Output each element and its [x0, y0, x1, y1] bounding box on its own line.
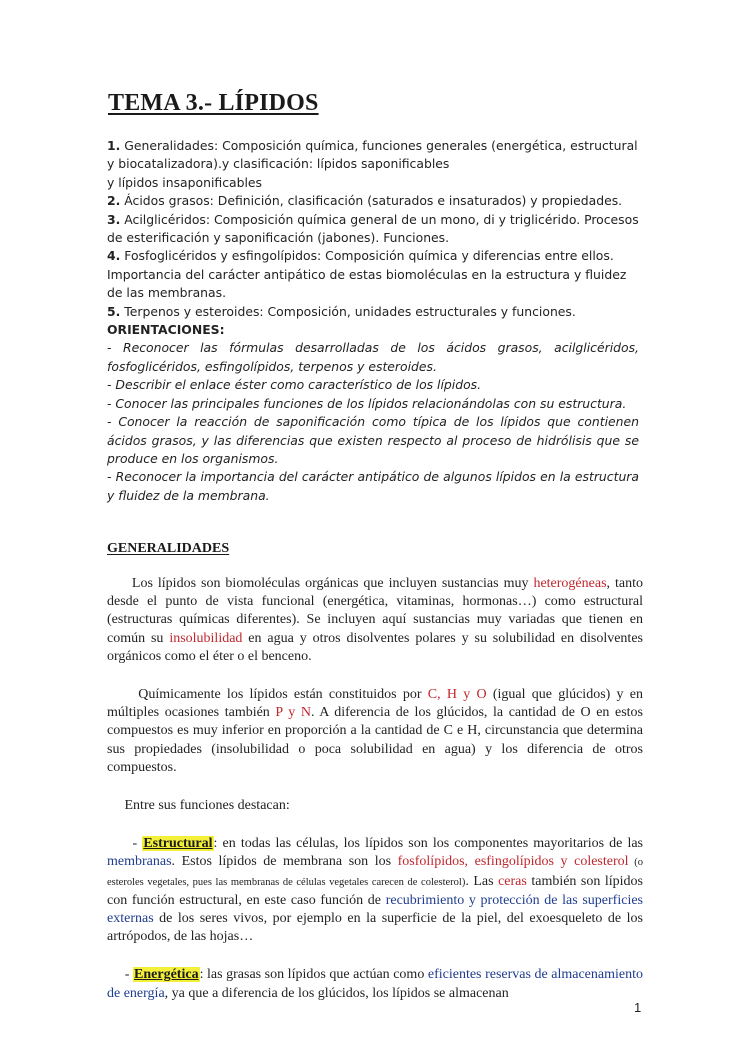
orientation-item: - Reconocer las fórmulas desarrolladas de los ácidos grasos, acilglicéridos, fosfoglicéridos, esfingolípidos, terpenos y esteroides.	[107, 340, 639, 374]
orientation-item: - Conocer la reacción de saponificación como típica de los lípidos que contienen ácidos grasos, y las diferencias que existen respecto al proceso de hidrólisis que se produce en los organismos.	[107, 414, 639, 466]
paragraph-intro: Los lípidos son biomoléculas orgánicas que incluyen sustancias muy heterogéneas, tanto desde el punto de vista funcional (energética, vitaminas, hormonas…) como estructural (estructuras químicas diferentes). Se incluyen aquí sustancias muy variadas que tienen en común su insolubilidad en agua y otros disolventes polares y su solubilidad en disolventes orgánicos como el éter o el benceno.	[107, 576, 644, 664]
syllabus-item: 3. Acilglicéridos: Composición química general de un mono, di y triglicérido. Procesos de esterificación y saponificación (jabones). Funciones.	[107, 211, 639, 246]
orientations	[107, 321, 639, 505]
syllabus-item: 5. Terpenos y esteroides: Composición, unidades estructurales y funciones.	[107, 303, 576, 319]
orientations-title: ORIENTACIONES:	[107, 322, 225, 338]
orientation-item: - Conocer las principales funciones de los lípidos relacionándolas con su estructura.	[107, 395, 627, 411]
body-text	[107, 575, 643, 1023]
paragraph-energetic: - Energética: las grasas son lípidos que actúan como eficientes reservas de almacenamiento de energía, ya que a diferencia de los glúcidos, los lípidos se almacenan	[107, 967, 643, 1001]
syllabus-item: 4. Fosfoglicéridos y esfingolípidos: Composición química y diferencias entre ellos. Importancia del carácter antipático de estas biomoléculas en la estructura y fluidez de las membranas.	[107, 248, 627, 301]
section-heading: GENERALIDADES	[107, 541, 230, 556]
orientation-item: - Describir el enlace éster como característico de los lípidos.	[107, 377, 482, 393]
paragraph-composition: Químicamente los lípidos están constituidos por C, H y O (igual que glúcidos) y en múltiples ocasiones también P y N. A diferencia de los glúcidos, la cantidad de O en estos compuestos es muy inferior en proporción a la cantidad de C e H, circunstancia que determina sus propiedades (insolubilidad o poca solubilidad en agua) y los diferencia de otros compuestos.	[107, 687, 644, 775]
syllabus-item: 1. Generalidades: Composición química, funciones generales (energética, estructural y biocatalizadora).y clasificación: lípidos saponificables	[107, 138, 638, 172]
paragraph-structural: - Estructural: en todas las células, los lípidos son los componentes mayoritarios de las membranas. Estos lípidos de membrana son los fosfolípidos, esfingolípidos y colesterol (o esteroles vegetales, pues las membranas de células vegetales carecen de colesterol). Las ceras también son lípidos con función estructural, en este caso función de recubrimiento y protección de las superficies externas de los seres vivos, por ejemplo en la superficie de la piel, del exoesqueleto de los artrópodos, de las hojas…	[107, 836, 644, 945]
page-number: 1	[634, 1000, 642, 1015]
syllabus-item: 2. Ácidos grasos: Definición, clasificación (saturados e insaturados) y propiedades.	[107, 193, 623, 209]
syllabus-item-continuation: y lípidos insaponificables	[107, 174, 262, 190]
syllabus	[107, 137, 639, 505]
orientation-item: - Reconocer la importancia del carácter antipático de algunos lípidos en la estructura y fluidez de la membrana.	[107, 469, 639, 503]
paragraph-functions-intro: Entre sus funciones destacan:	[124, 798, 290, 814]
page-title: TEMA 3.- LÍPIDOS	[108, 90, 319, 116]
